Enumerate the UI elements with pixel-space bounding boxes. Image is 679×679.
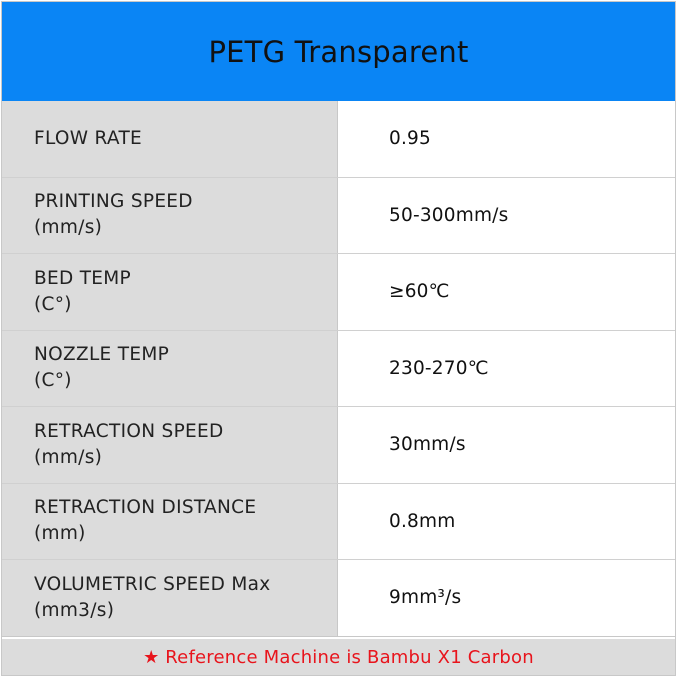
- spec-value: 30mm/s: [389, 434, 466, 456]
- footer-text: Reference Machine is Bambu X1 Carbon: [165, 646, 534, 668]
- spec-table: [2, 101, 675, 637]
- spec-row-flow-rate: [2, 101, 675, 178]
- spec-value-cell: [338, 331, 675, 407]
- spec-label-cell: [2, 254, 338, 330]
- footer-note: [2, 639, 675, 675]
- spec-value-cell: [338, 101, 675, 177]
- product-title: PETG Transparent: [208, 34, 469, 69]
- spec-row-nozzle-temp: [2, 331, 675, 408]
- spec-value-cell: [338, 560, 675, 636]
- spec-label: BED TEMP (C°): [34, 267, 132, 315]
- spec-value: 50-300mm/s: [389, 204, 509, 226]
- spec-label: NOZZLE TEMP (C°): [34, 344, 170, 392]
- spec-row-printing-speed: [2, 178, 675, 255]
- spec-value-cell: [338, 178, 675, 254]
- spec-value: 9mm³/s: [389, 587, 462, 609]
- spec-label-cell: [2, 178, 338, 254]
- spec-value: 230-270℃: [389, 357, 489, 379]
- spec-row-bed-temp: [2, 254, 675, 331]
- spec-row-volumetric-speed: [2, 560, 675, 637]
- spec-label: VOLUMETRIC SPEED Max (mm3/s): [34, 573, 271, 621]
- spec-label: FLOW RATE: [34, 127, 143, 149]
- spec-value-cell: [338, 254, 675, 330]
- spec-value-cell: [338, 407, 675, 483]
- spec-row-retraction-distance: [2, 484, 675, 561]
- spec-label: RETRACTION DISTANCE (mm): [34, 497, 257, 545]
- spec-label-cell: [2, 484, 338, 560]
- spec-value: 0.95: [389, 128, 431, 150]
- spec-label-cell: [2, 407, 338, 483]
- spec-card: [1, 1, 676, 676]
- spec-label: RETRACTION SPEED (mm/s): [34, 420, 224, 468]
- spec-row-retraction-speed: [2, 407, 675, 484]
- spec-label: PRINTING SPEED (mm/s): [34, 191, 193, 239]
- spec-label-cell: [2, 560, 338, 636]
- spec-label-cell: [2, 331, 338, 407]
- header-banner: [2, 2, 675, 101]
- spec-label-cell: [2, 101, 338, 177]
- spec-value: ≥60℃: [389, 281, 450, 303]
- spec-value-cell: [338, 484, 675, 560]
- spec-value: 0.8mm: [389, 510, 456, 532]
- star-icon: ★: [143, 646, 160, 668]
